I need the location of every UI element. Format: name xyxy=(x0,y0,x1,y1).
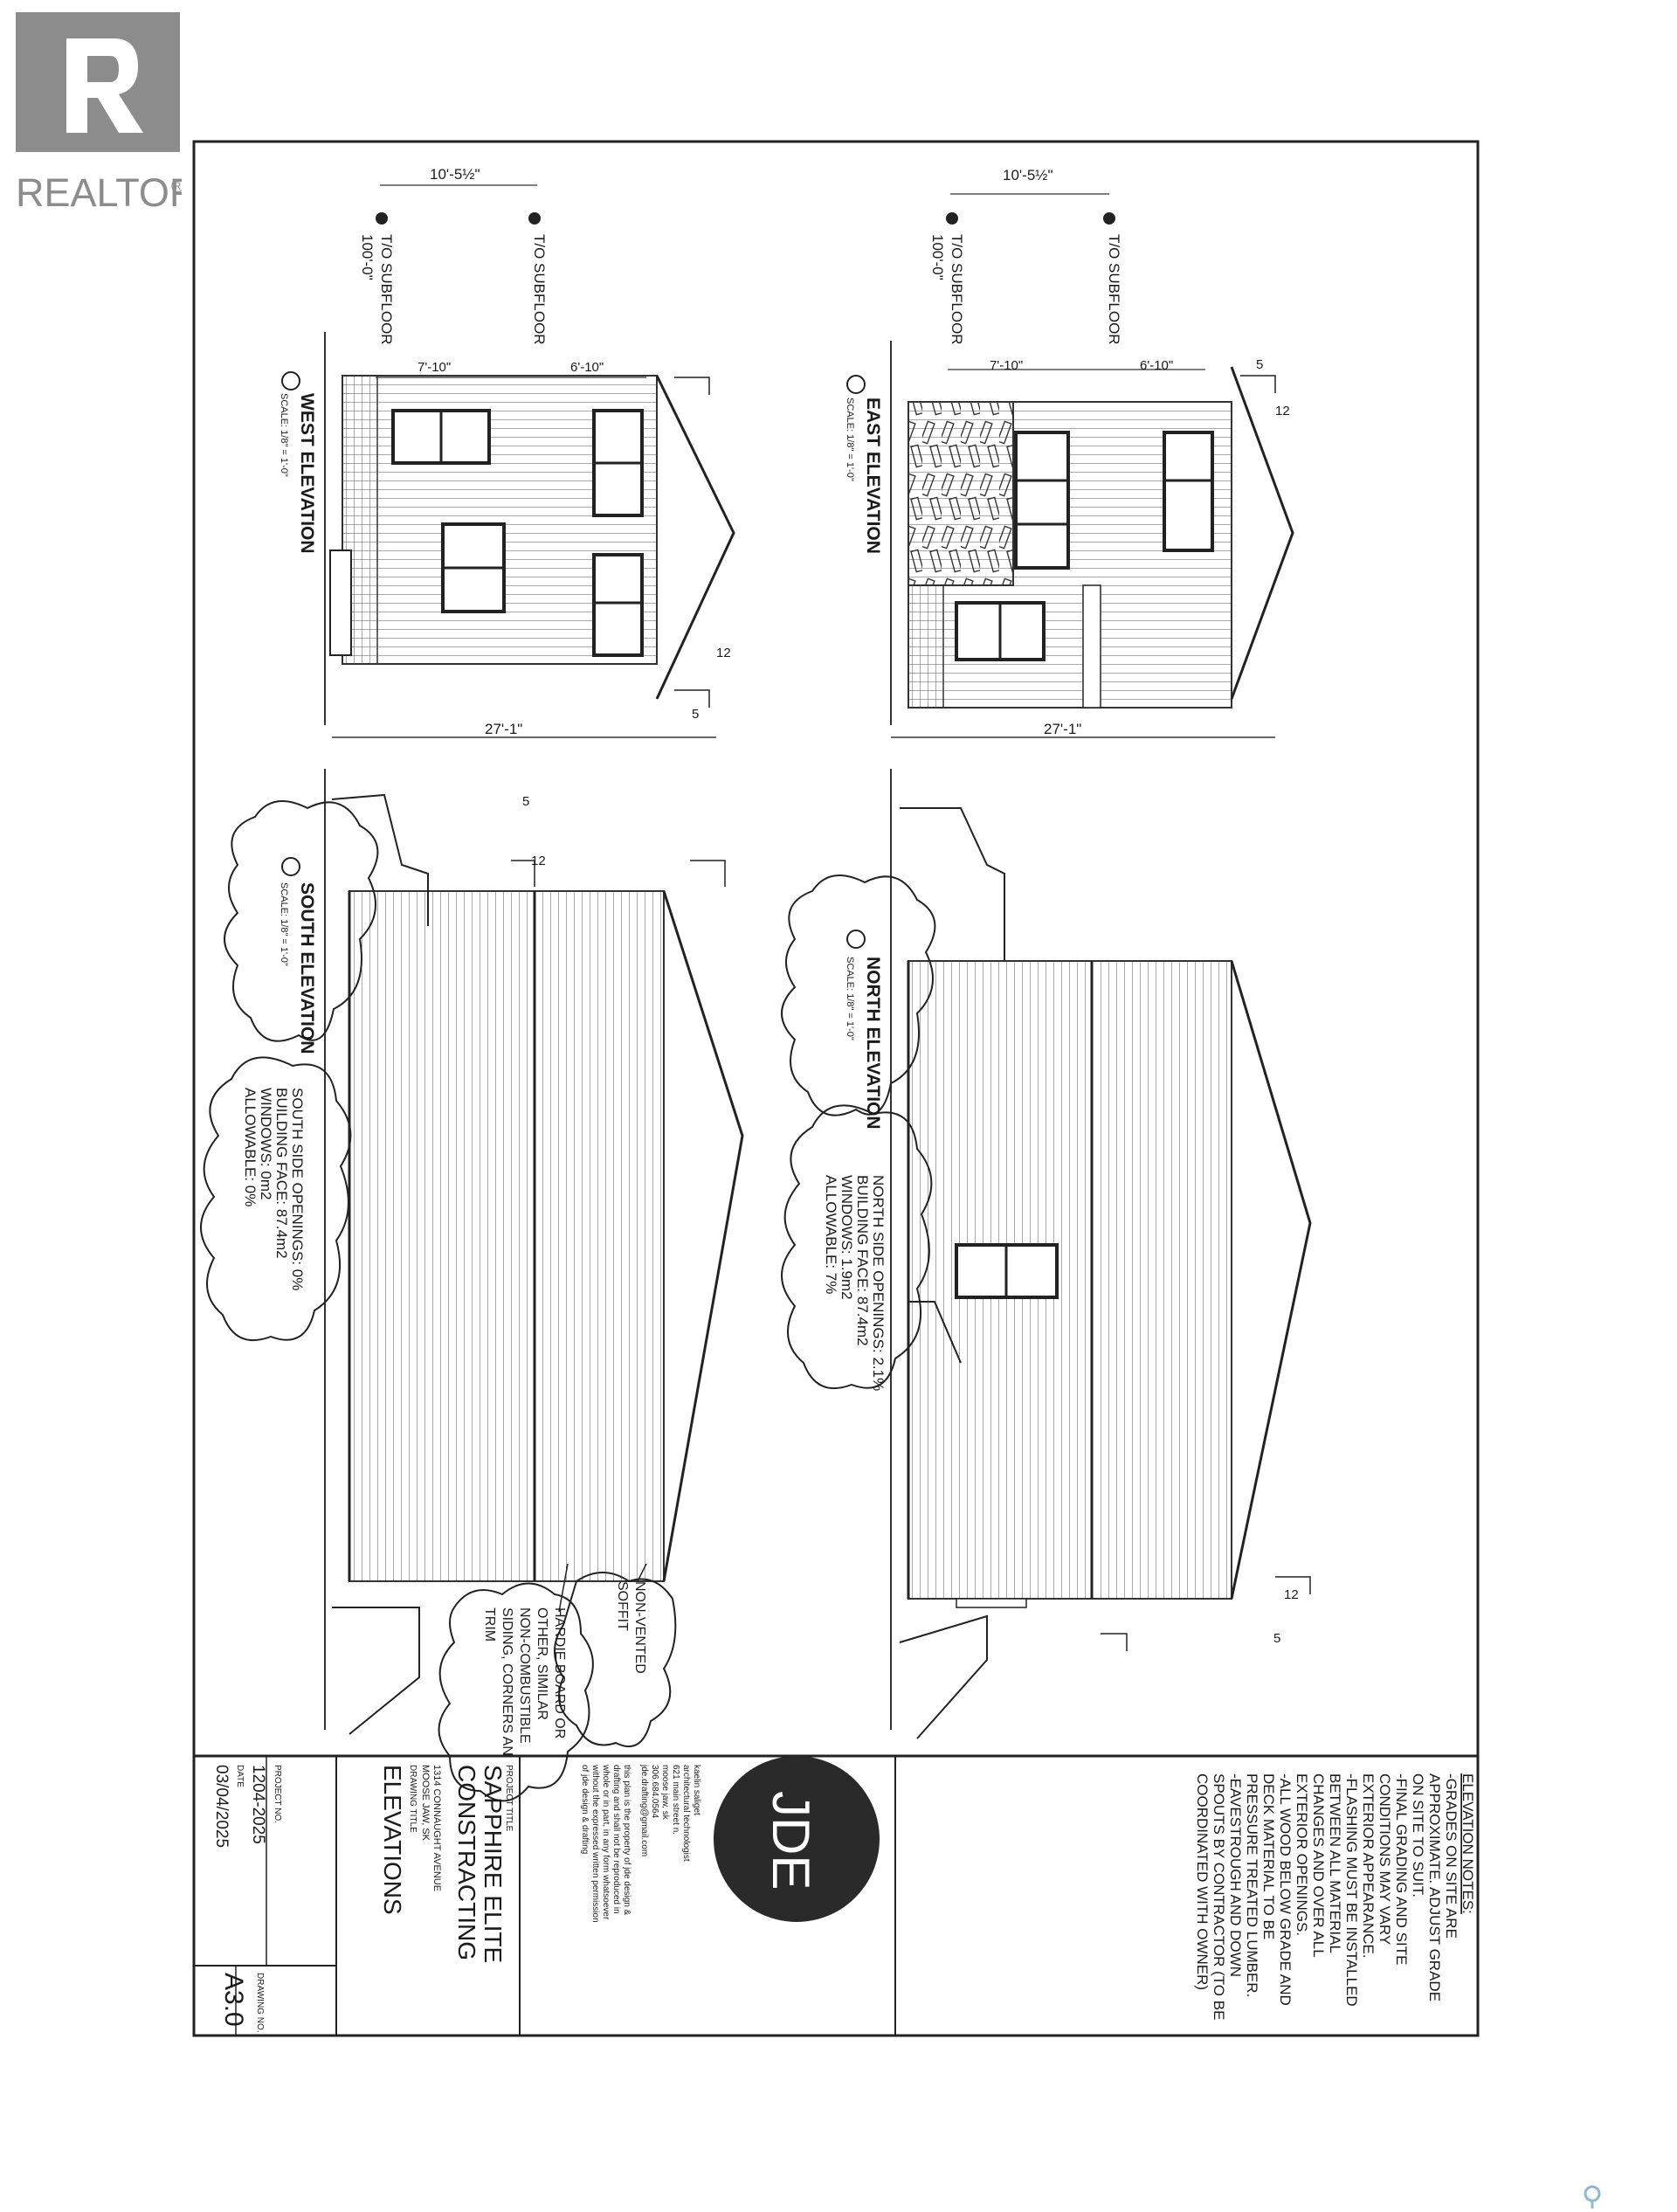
elevation-notes-line-8: -FLASHING MUST BE INSTALLED xyxy=(1343,1773,1360,2007)
north-openings-line-1: NORTH SIDE OPENINGS: 2.1% xyxy=(870,1175,887,1392)
west-level-left-value: 100'-0" xyxy=(359,234,376,280)
south-openings-line-4: ALLOWABLE: 0% xyxy=(242,1088,259,1207)
west-elevation-title: WEST ELEVATION xyxy=(297,393,317,554)
east-elevation-title: EAST ELEVATION xyxy=(863,397,883,554)
west-pitch-run: 12 xyxy=(716,646,731,660)
elevation-notes-line-10: CHANGES AND OVER ALL xyxy=(1310,1773,1327,1958)
copyright-line-4: without the expressed written permission xyxy=(590,1765,600,1923)
elevation-notes-line-11: EXTERIOR OPENINGS. xyxy=(1294,1773,1310,1937)
elevation-notes-line-4: ON SITE TO SUIT. xyxy=(1410,1773,1426,1898)
realtor-reg-mark: ® xyxy=(171,177,182,197)
title-block xyxy=(194,1756,1478,2036)
firm-info-line-3: 621 main street n. xyxy=(671,1765,680,1835)
north-pitch-rise: 5 xyxy=(1273,1631,1281,1646)
south-openings-line-3: WINDOWS: 0m2 xyxy=(258,1088,274,1200)
south-elevation xyxy=(201,769,742,1734)
drawing-no: A3.0 xyxy=(219,1973,248,2027)
east-dim-a: 7'-10" xyxy=(990,358,1024,373)
west-pitch-rise: 5 xyxy=(692,707,700,722)
south-pitch-rise: 5 xyxy=(522,794,530,809)
map-pin-icon[interactable] xyxy=(1585,2187,1599,2209)
south-pitch-run: 12 xyxy=(531,854,546,868)
north-pitch-run: 12 xyxy=(1284,1587,1299,1602)
project-name-line-2: CONSTRACTING xyxy=(453,1765,480,1960)
elevation-notes-line-14: PRESSURE TREATED LUMBER. xyxy=(1244,1773,1260,1998)
north-elevation xyxy=(782,769,1310,1738)
firm-info-line-2: architectural technologist xyxy=(681,1765,691,1862)
siding-note-line-1: HARDIE BOARD OR xyxy=(552,1607,567,1739)
elevation-notes-line-16: SPOUTS BY CONTRACTOR (TO BE xyxy=(1211,1773,1227,2021)
elevation-notes-line-12: -ALL WOOD BELOW GRADE AND xyxy=(1277,1773,1294,2006)
south-openings-line-2: BUILDING FACE: 87.4m2 xyxy=(273,1088,290,1259)
copyright-line-3: whole or in part, in any form whatsoever xyxy=(601,1765,611,1920)
elevation-notes-line-2: -GRADES ON SITE ARE xyxy=(1443,1773,1460,1939)
east-level-left: T/O SUBFLOOR xyxy=(949,234,965,345)
drawing-title-label: DRAWING TITLE xyxy=(408,1765,418,1833)
east-overall-width: 27'-1" xyxy=(1044,721,1082,737)
jde-logo-text: JDE xyxy=(762,1791,820,1891)
west-overall-width: 27'-1" xyxy=(485,721,523,737)
west-level-left: T/O SUBFLOOR xyxy=(378,234,395,345)
date: 03/04/2025 xyxy=(212,1765,231,1849)
soffit-note-line-1: NON-VENTED xyxy=(632,1581,647,1674)
firm-info-line-1: kaelin saliget xyxy=(692,1765,701,1815)
elevation-notes-line-1: ELEVATION NOTES: xyxy=(1460,1773,1476,1914)
east-pitch-rise: 5 xyxy=(1256,357,1264,372)
soffit-note-line-2: SOFFIT xyxy=(615,1581,630,1631)
project-address-line-2: MOOSE JAW, SK xyxy=(420,1765,431,1841)
west-level-right: T/O SUBFLOOR xyxy=(531,234,548,345)
siding-note-line-3: NON-COMBUSTIBLE xyxy=(517,1607,532,1744)
project-name-line-1: SAPPHIRE ELITE xyxy=(480,1765,507,1964)
project-no-label: PROJECT NO. xyxy=(273,1765,282,1824)
elevation-notes-line-7: EXTERIOR APPEARANCE. xyxy=(1360,1773,1377,1959)
east-dim-b: 6'-10" xyxy=(1140,358,1174,373)
elevation-notes-line-17: COORDINATED WITH OWNER) xyxy=(1194,1773,1211,1991)
east-elevation-scale: SCALE: 1/8" = 1'-0" xyxy=(845,397,855,481)
south-elevation-title: SOUTH ELEVATION xyxy=(297,882,317,1054)
siding-note-line-5: TRIM xyxy=(482,1607,497,1642)
north-elevation-title: NORTH ELEVATION xyxy=(863,957,883,1130)
west-dim-b: 6'-10" xyxy=(570,360,604,375)
copyright-line-2: drafting and shall not be reproduced in xyxy=(611,1765,621,1914)
siding-note-line-4: SIDING, CORNERS AN xyxy=(500,1607,514,1756)
firm-info-line-4: moose jaw, sk xyxy=(660,1765,670,1820)
elevation-notes-line-6: CONDITIONS MAY VARY xyxy=(1377,1773,1393,1946)
north-openings-line-4: ALLOWABLE: 7% xyxy=(823,1175,839,1295)
elevation-notes-line-9: BETWEEN ALL MATERIAL xyxy=(1327,1773,1343,1953)
drawing-no-label: DRAWING NO. xyxy=(255,1973,265,2033)
elevation-notes-line-5: -FINAL GRADING AND SITE xyxy=(1393,1773,1410,1966)
firm-info-line-6: jde.drafting@gmail.com xyxy=(639,1765,649,1857)
west-elevation xyxy=(279,166,734,737)
elevation-notes-line-3: APPROXIMATE. ADJUST GRADE xyxy=(1426,1773,1443,2002)
west-top-dimension: 10'-5½" xyxy=(430,166,480,183)
south-openings-line-1: SOUTH SIDE OPENINGS: 0% xyxy=(289,1088,306,1291)
east-elevation xyxy=(845,167,1293,737)
east-top-dimension: 10'-5½" xyxy=(1003,167,1053,183)
project-no: 1204-2025 xyxy=(249,1765,267,1844)
west-dim-a: 7'-10" xyxy=(418,360,452,375)
copyright-line-5: of jde design & drafting xyxy=(580,1765,590,1855)
east-pitch-run: 12 xyxy=(1275,404,1290,418)
date-label: DATE xyxy=(235,1765,245,1787)
north-elevation-scale: SCALE: 1/8" = 1'-0" xyxy=(845,957,855,1040)
project-address-line-1: 1314 CONNAUGHT AVENUE xyxy=(431,1765,442,1892)
realtor-wordmark: REALTOR xyxy=(16,170,182,215)
south-elevation-scale: SCALE: 1/8" = 1'-0" xyxy=(279,882,289,966)
firm-info-line-5: 306.684.0564 xyxy=(650,1765,659,1819)
east-level-left-value: 100'-0" xyxy=(929,234,946,280)
drawing-title: ELEVATIONS xyxy=(379,1765,406,1915)
north-openings-line-2: BUILDING FACE: 87.4m2 xyxy=(854,1175,871,1346)
west-elevation-scale: SCALE: 1/8" = 1'-0" xyxy=(279,393,289,477)
elevation-notes-line-13: DECK MATERIAL TO BE xyxy=(1260,1773,1277,1940)
siding-note-line-2: OTHER, SIMILAR xyxy=(535,1607,549,1720)
north-openings-line-3: WINDOWS: 1.9m2 xyxy=(838,1175,855,1300)
copyright-line-1: this plan is the property of jde design & xyxy=(622,1765,631,1916)
project-title-label: PROJECT TITLE xyxy=(504,1765,514,1832)
east-level-right: T/O SUBFLOOR xyxy=(1106,234,1122,345)
elevation-notes-line-15: -EAVESTROUGH AND DOWN xyxy=(1227,1773,1244,1977)
